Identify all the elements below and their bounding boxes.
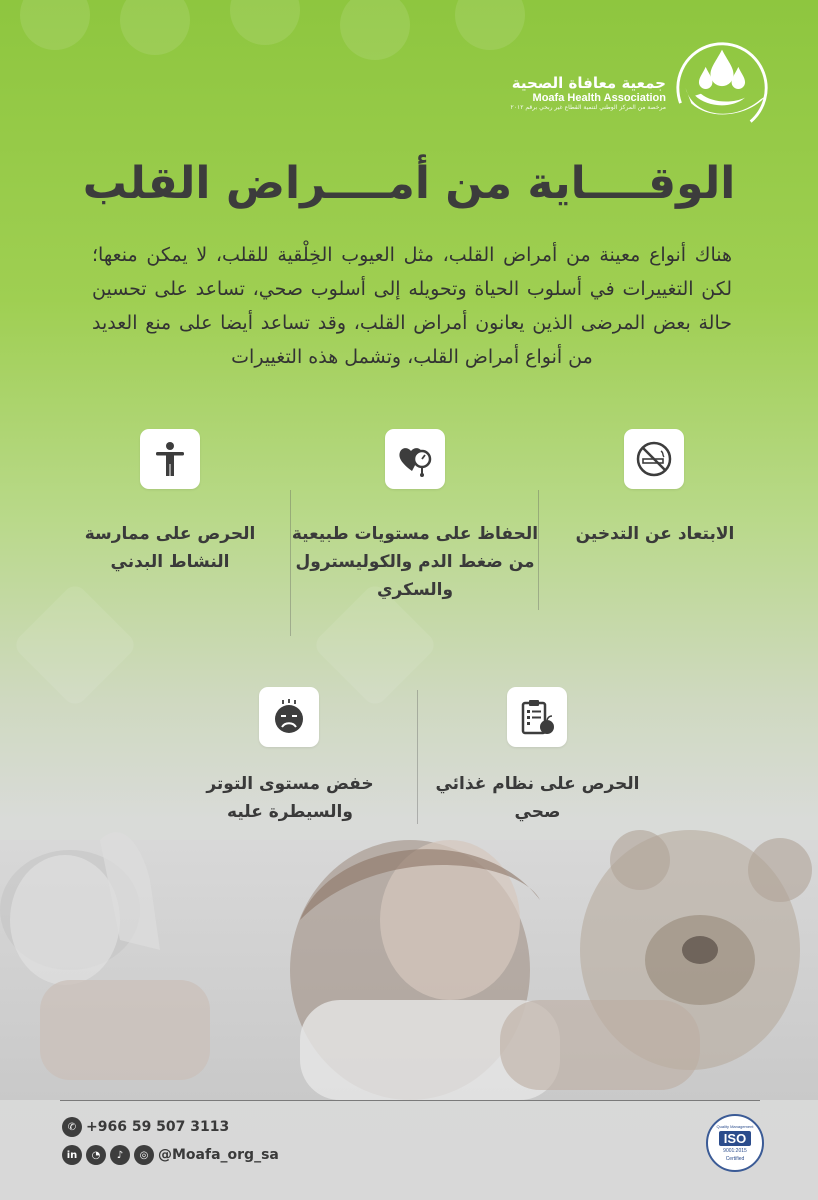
background-decoration [441,0,540,64]
tip-label: خفض مستوى التوتر والسيطرة عليه [206,774,374,822]
brand-subtitle: مرخصة من المركز الوطني لتنمية القطاع غير ربحي برقم ٢٠١٢ [510,104,666,111]
tiktok-icon[interactable]: ♪ [110,1145,130,1165]
tip-icon-box [259,687,319,747]
tip-label: الحفاظ على مستويات طبيعية من ضغط الدم والكوليسترول والسكري [291,524,539,600]
stressed-face-icon [269,697,309,737]
linkedin-icon[interactable]: in [62,1145,82,1165]
social-contact[interactable] [62,1145,279,1165]
background-decoration [106,0,205,69]
social-handle: @Moafa_org_sa [158,1147,279,1163]
whatsapp-icon[interactable]: ✆ [62,1117,82,1137]
background-decoration [326,0,425,74]
iso-logo: ISO [719,1131,751,1146]
logo-mark-icon [674,40,770,136]
background-decoration [11,581,138,708]
brand-text [511,74,666,111]
phone-number: +966 59 507 3113 [86,1119,230,1135]
heart-gauge-icon [395,439,435,479]
tip-icon-box [140,429,200,489]
person-activity-icon [150,439,190,479]
divider [290,490,291,636]
iso-standard: 9001:2015 [723,1148,747,1154]
tip-icon-box [507,687,567,747]
background-decoration [6,0,105,64]
divider [538,490,539,610]
iso-certification-badge [706,1114,764,1172]
brand-name-en: Moafa Health Association [532,92,666,104]
tip-label: الحرص على نظام غذائي صحي [435,774,640,822]
intro-paragraph: هناك أنواع معينة من أمراض القلب، مثل العيوب الخِلْقية للقلب، لا يمكن منعها؛ لكن التغييرات في أسلوب الحياة وتحويله إلى أسلوب صحي، تساعد على تحسين حالة بعض المرضى الذين يعانون أمراض القلب، وقد تساعد أيضا على منع العديد من أنواع أمراض القلب، وتشمل هذه التغييرات [92,244,732,368]
iso-top-text: Quality Management [716,1124,754,1129]
tip-icon-box [385,429,445,489]
brand-name-ar: جمعية معافاة الصحية [511,74,666,92]
page-title: الوقــــاية من أمــــراض القلب [82,158,736,209]
sleeping-child-illustration [0,800,818,1100]
tip-label: الحرص على ممارسة النشاط البدني [84,524,256,572]
diet-clipboard-icon [517,697,557,737]
brand-logo [510,40,770,140]
instagram-icon[interactable]: ◎ [134,1145,154,1165]
tip-label: الابتعاد عن التدخين [575,524,735,544]
no-smoking-icon [634,439,674,479]
phone-contact[interactable] [62,1117,229,1137]
footer-divider [60,1100,760,1101]
tip-icon-box [624,429,684,489]
snapchat-icon[interactable]: ◔ [86,1145,106,1165]
background-decoration [216,0,315,59]
iso-bottom-text: Certified [725,1156,745,1162]
